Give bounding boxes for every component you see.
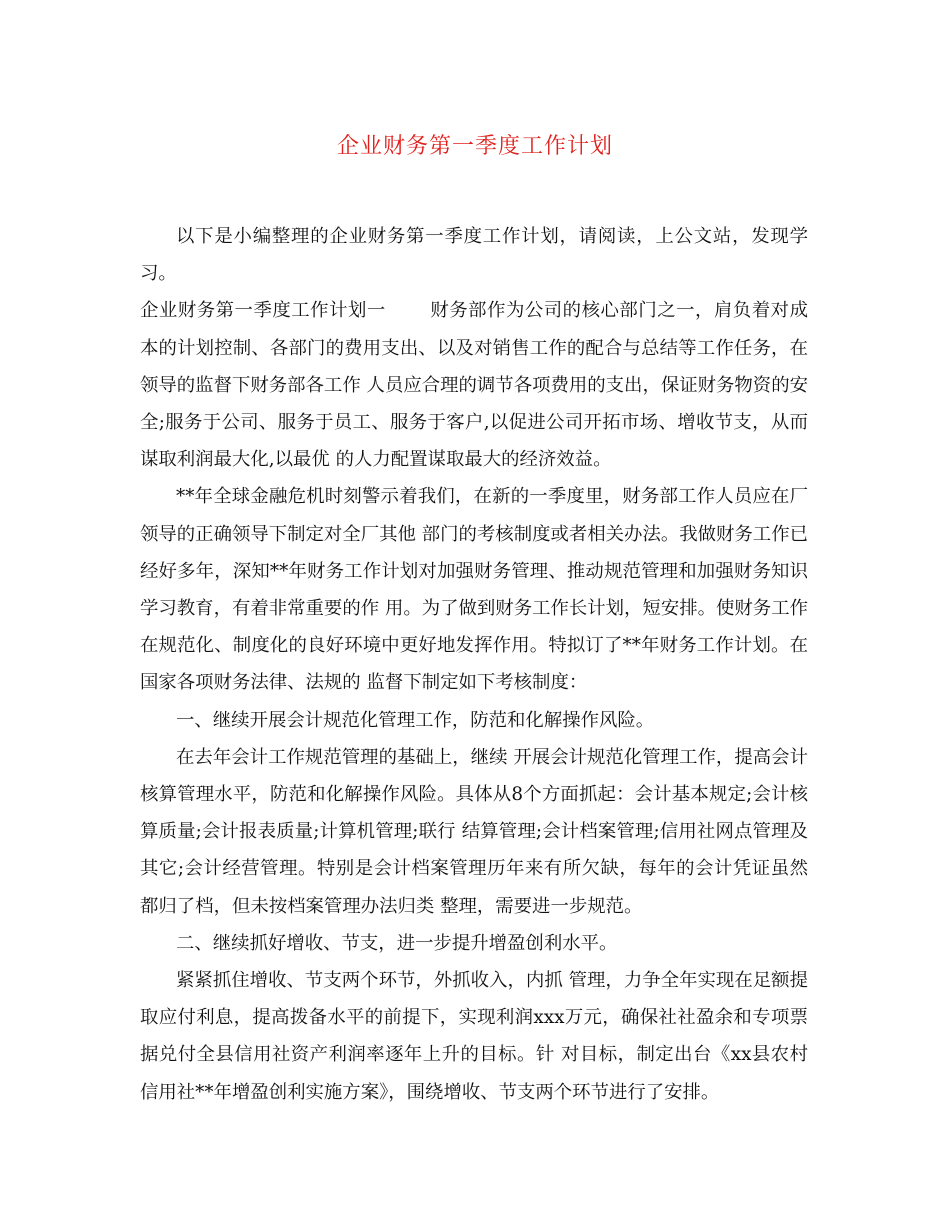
document-title: 企业财务第一季度工作计划 bbox=[336, 134, 613, 159]
heading-2: 二、继续抓好增收、节支，进一步提升增盈创利水平。 bbox=[176, 932, 618, 954]
section-paragraph bbox=[140, 292, 808, 478]
section-title: 企业财务第一季度工作计划一 bbox=[140, 300, 386, 322]
paragraph-2: **年全球金融危机时刻警示着我们，在新的一季度里，财务部工作人员应在厂领导的正确领导下制定对全厂其他 部门的考核制度或者相关办法。我做财务工作已经好多年，深知**年财务工作计划对加强财务管理、推动规范管理和加强财务知识学习教育，有着非常重要的作 用。为了做到财务工作长计划，短安排。使财务工作在规范化、制度化的良好环境中更好地发挥作用。特拟订了**年财务工作计划。在国家各项财务法律、法规的 监督下制定如下考核制度： bbox=[140, 486, 808, 694]
heading-1: 一、继续开展会计规范化管理工作，防范和化解操作风险。 bbox=[176, 709, 655, 731]
document-body bbox=[140, 218, 808, 1111]
paragraph-4: 紧紧抓住增收、节支两个环节，外抓收入，内抓 管理，力争全年实现在足额提取应付利息，提高拨备水平的前提下，实现利润xxx万元，确保社社盈余和专项票据兑付全县信用社资产利润率逐年上升的目标。针 对目标，制定出台《xx县农村信用社**年增盈创利实施方案》，围绕增收、节支两个环节进行了安排。 bbox=[140, 970, 808, 1103]
paragraph-3: 在去年会计工作规范管理的基础上，继续 开展会计规范化管理工作，提高会计核算管理水平，防范和化解操作风险。具体从8个方面抓起：会计基本规定;会计核算质量;会计报表质量;计算机管理;联行 结算管理;会计档案管理;信用社网点管理及其它;会计经营管理。特别是会计档案管理历年来有所欠缺，每年的会计凭证虽然都归了档，但未按档案管理办法归类 整理，需要进一步规范。 bbox=[140, 746, 808, 917]
intro-paragraph: 以下是小编整理的企业财务第一季度工作计划，请阅读，上公文站，发现学习。 bbox=[140, 226, 808, 285]
paragraph-1: 财务部作为公司的核心部门之一，肩负着对成本的计划控制、各部门的费用支出、以及对销售工作的配合与总结等工作任务，在领导的监督下财务部各工作 人员应合理的调节各项费用的支出，保证财务物资的安全;服务于公司、服务于员工、服务于客户,以促进公司开拓市场、增收节支，从而谋取利润最大化,以最优 的人力配置谋取最大的经济效益。 bbox=[140, 300, 808, 471]
